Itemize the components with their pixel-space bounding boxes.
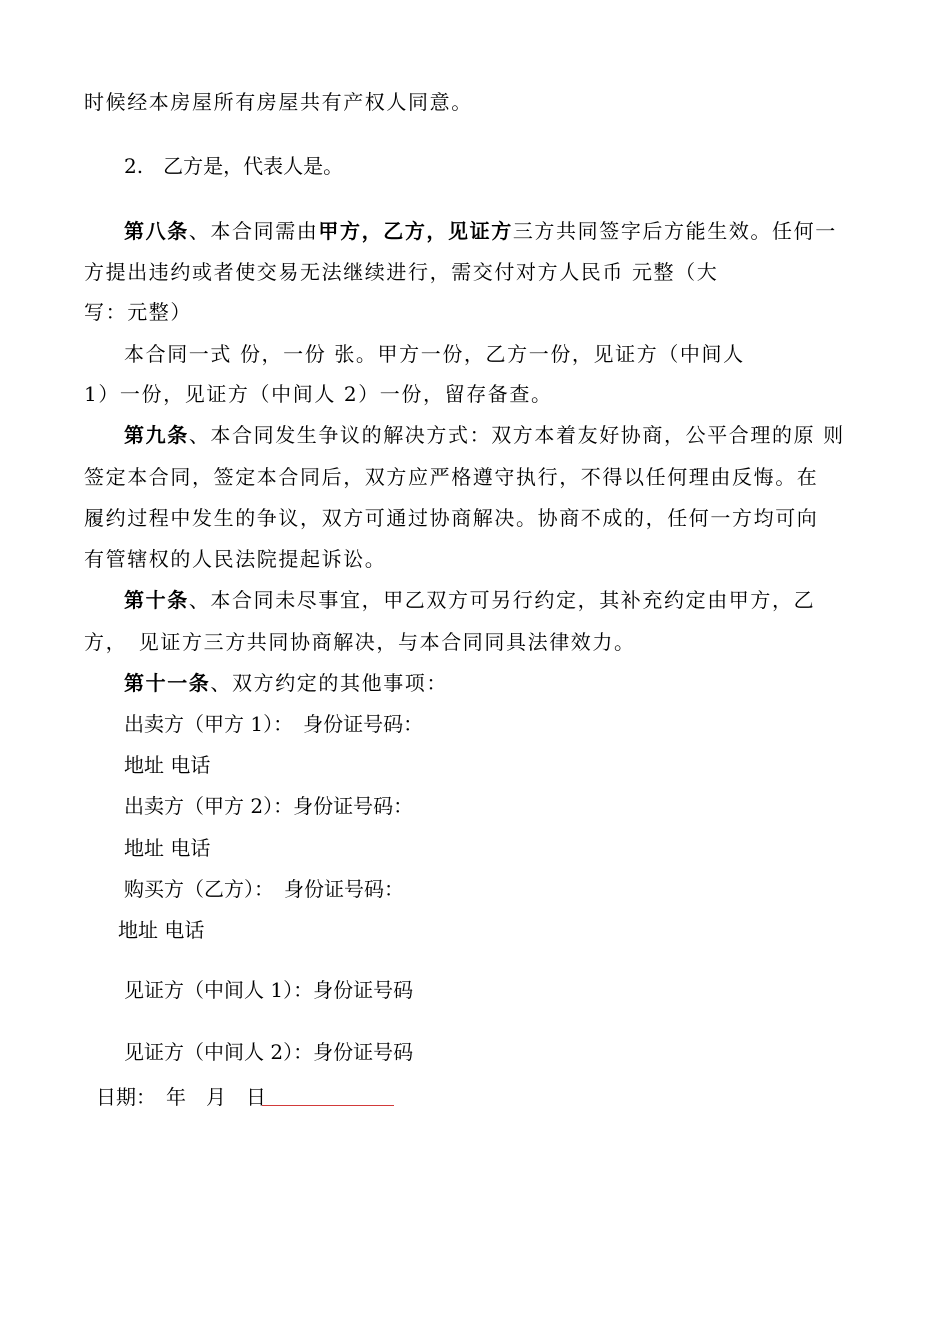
article-9-line-1 bbox=[124, 421, 845, 449]
article-8-line-1 bbox=[124, 217, 837, 245]
seller-1-id: 出卖方（甲方 1）： 身份证号码： bbox=[124, 712, 424, 736]
article-8-text-2: 三方共同签字后方能生效。任何一 bbox=[512, 219, 837, 243]
article-8-line-2: 方提出违约或者使交易无法继续进行，需交付对方人民币 元整（大 bbox=[84, 260, 719, 284]
seller-2-id: 出卖方（甲方 2）：身份证号码： bbox=[124, 794, 414, 818]
article-10-line-1 bbox=[124, 586, 815, 614]
copies-line-1: 本合同一式 份，一份 张。甲方一份，乙方一份，见证方（中间人 bbox=[124, 342, 745, 366]
article-8-title: 第八条 bbox=[124, 219, 189, 243]
article-8-parties: 甲方，乙方，见证方 bbox=[318, 219, 513, 243]
article-10-line-2: 方， 见证方三方共同协商解决，与本合同同具法律效力。 bbox=[84, 630, 636, 654]
article-8-line-3: 写：元整） bbox=[84, 300, 192, 324]
article-9-text-1: 、本合同发生争议的解决方式：双方本着友好协商，公平合理的原 则 bbox=[188, 423, 845, 447]
article-11-line-1 bbox=[124, 669, 448, 697]
seller-2-address: 地址 电话 bbox=[124, 836, 211, 860]
article-10-text-1: 、本合同未尽事宜，甲乙双方可另行约定，其补充约定由甲方，乙 bbox=[188, 588, 816, 612]
article-11-text-1: 、双方约定的其他事项： bbox=[210, 671, 449, 695]
article-10-title: 第十条 bbox=[124, 588, 189, 612]
buyer-id: 购买方（乙方）： 身份证号码： bbox=[124, 877, 404, 901]
seller-1-address: 地址 电话 bbox=[124, 753, 211, 777]
date-line: 日期： 年 月 日 bbox=[96, 1085, 266, 1109]
paragraph-consent: 时候经本房屋所有房屋共有产权人同意。 bbox=[84, 90, 473, 114]
item-2-party-b: 2. 乙方是，代表人是。 bbox=[124, 154, 344, 178]
article-9-title: 第九条 bbox=[124, 423, 189, 447]
witness-1-id: 见证方（中间人 1）：身份证号码 bbox=[124, 978, 414, 1002]
article-9-line-2: 签定本合同，签定本合同后，双方应严格遵守执行，不得以任何理由反悔。在 bbox=[84, 465, 819, 489]
article-9-line-4: 有管辖权的人民法院提起诉讼。 bbox=[84, 547, 387, 571]
copies-line-2: 1）一份，见证方（中间人 2）一份，留存备查。 bbox=[84, 382, 553, 406]
buyer-address: 地址 电话 bbox=[118, 918, 205, 942]
article-9-line-3: 履约过程中发生的争议，双方可通过协商解决。协商不成的，任何一方均可向 bbox=[84, 506, 819, 530]
date-underline bbox=[262, 1105, 394, 1106]
witness-2-id: 见证方（中间人 2）：身份证号码 bbox=[124, 1040, 414, 1064]
article-11-title: 第十一条 bbox=[124, 671, 211, 695]
article-8-text-1: 、本合同需由 bbox=[188, 219, 319, 243]
